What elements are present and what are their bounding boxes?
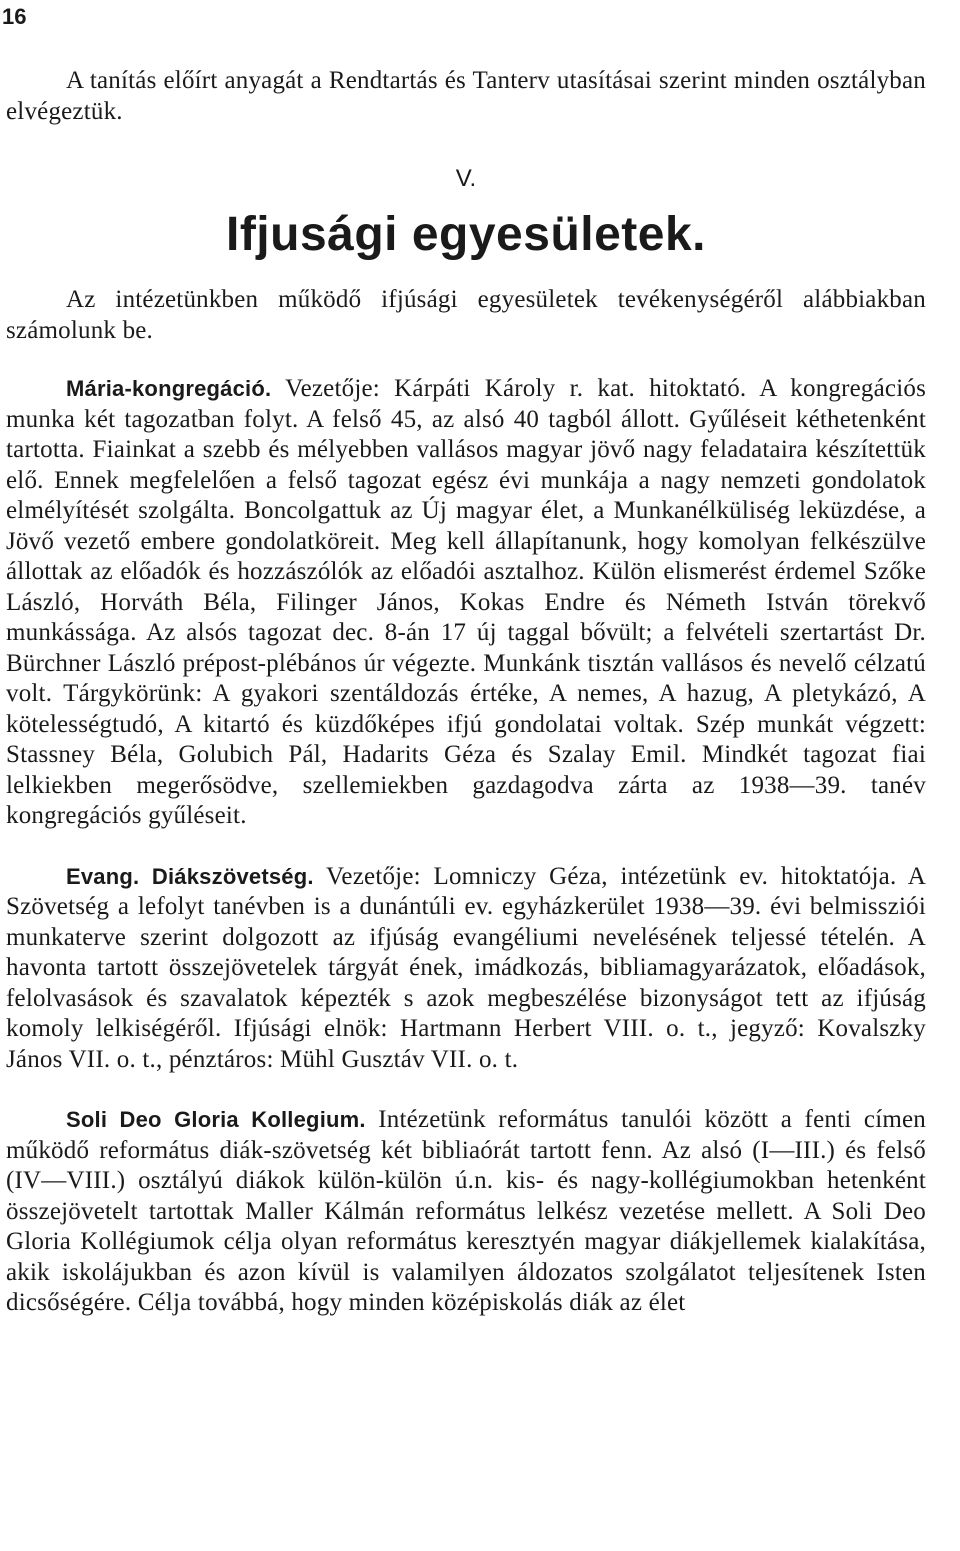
soli-deo-gloria-text: Intézetünk református tanulói között a fenti címen működő református diák-szövetség két bibliaórát tartott fenn. Az alsó (I—III.) és felső (IV—VIII.) osztályú diákok külön-külön ú.n. kis- és nagy-kollégiumokban hetenként összejövetelt tartottak Maller Kálmán református lelkész vezetése mellett. A Soli Deo Gloria Kollégiumok célja olyan református keresztyén magyar diákjellemek kialakítása, akik iskolájukban és azon kívül is valamilyen áldozatos szolgálatot teljesítenek Isten dicsőségére. Célja továbbá, hogy minden középiskolás diák az élet xyxy=(6,1106,926,1316)
soli-deo-gloria-heading: Soli Deo Gloria Kollegium. xyxy=(66,1107,366,1132)
page-number: 16 xyxy=(2,4,27,29)
evang-diakszovetseg-heading: Evang. Diákszövetség. xyxy=(66,863,314,889)
document-body xyxy=(6,66,926,1319)
evang-diakszovetseg-text: Vezetője: Lomniczy Géza, intézetünk ev. hitoktatója. A Szövetség a lefolyt tanévben is a dunántúli ev. egyházkerület 1938—39. évi belmissziói munkaterve szerint dolgozott az ifjúság evangéliumi nevelésének teljessé tételén. A havonta tartott összejövetelek tárgyát ének, imádkozás, bibliamagyarázatok, előadások, felolvasások és szavalatok képezték s azok megbeszélése bizonyságot tett az ifjúság komoly lelkiségéről. Ifjúsági elnök: Hartmann Herbert VIII. o. t., jegyző: Kovalszky János VII. o. t., pénztáros: Mühl Gusztáv VII. o. t. xyxy=(6,862,926,1073)
section-title: Ifjusági egyesületek. xyxy=(225,208,707,261)
section-number: V. xyxy=(455,165,477,192)
soli-deo-gloria-paragraph xyxy=(6,1105,926,1319)
maria-kongregacio-text: Vezetője: Kárpáti Károly r. kat. hitoktató. A kongregációs munka két tagozatban folyt. A felső 45, az alsó 40 tagból állott. Gyűléseit kéthetenként tartotta. Fiainkat a szebb és mélyebben vallásos magyar jövő nagy feladataira készítettük elő. Ennek megfelelően a felső tagozat egész évi munkája a nagy nemzeti gondolatok elmélyítését szolgálta. Boncolgattuk az Új magyar élet, a Munkanélküliség leküzdése, a Jövő vezető embere gondolatköreit. Meg kell állapítanunk, hogy komolyan felkészülve állottak az előadók és hozzászólók az előadói asztalhoz. Külön elismerést érdemel Szőke László, Horváth Béla, Filinger János, Kokas Endre és Németh István törekvő munkássága. Az alsós tagozat dec. 8-án 17 új taggal bővült; a felvételi szertartást Dr. Bürchner László prépost-plébános úr végezte. Munkánk tisztán vallásos és nevelő célzatú volt. Tárgykörünk: A gyakori szentáldozás értéke, A nemes, A hazug, A pletykázó, A kötelességtudó, A kitartó és küzdőképes ifjú gondolatai voltak. Szép munkát végzett: Stassney Béla, Golubich Pál, Hadarits Géza és Szalay Emil. Mindkét tagozat fiai lelkiekben megerősödve, szellemiekben gazdagodva zárta az 1938—39. tanév kongregációs gyűléseit. xyxy=(6,375,926,829)
intro-paragraph: A tanítás előírt anyagát a Rendtartás és Tanterv utasításai szerint minden osztályban elvégeztük. xyxy=(6,67,926,125)
maria-kongregacio-heading: Mária-kongregáció. xyxy=(66,376,272,401)
maria-kongregacio-paragraph xyxy=(6,374,926,832)
evang-diakszovetseg-paragraph xyxy=(6,862,926,1076)
section-intro-paragraph: Az intézetünkben működő ifjúsági egyesületek tevékenységéről alábbiakban számolunk be. xyxy=(6,286,926,344)
